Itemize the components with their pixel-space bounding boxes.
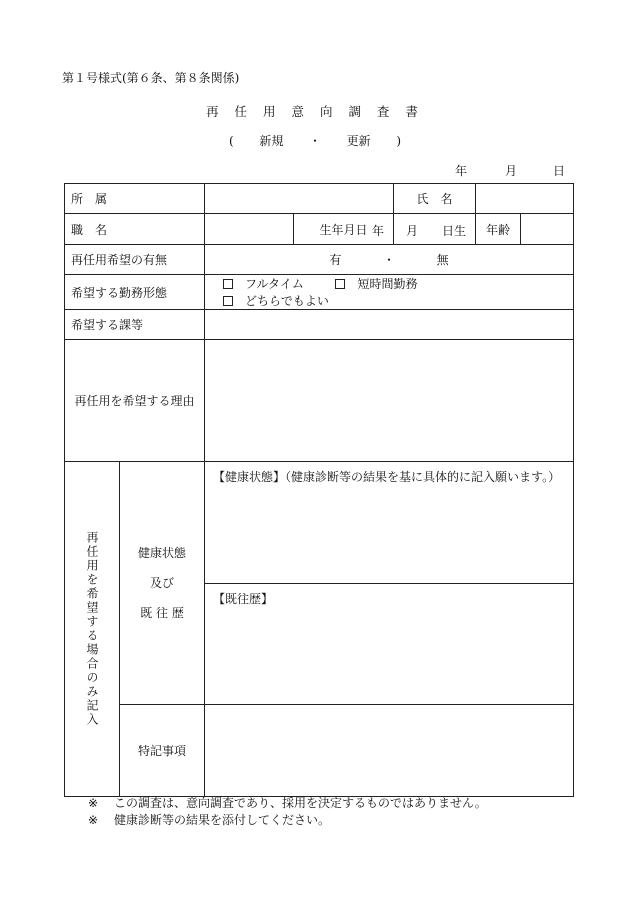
position-field[interactable] <box>205 214 294 245</box>
section-label <box>65 462 120 797</box>
birthdate-label: 生年月日 <box>294 214 394 245</box>
note-1 <box>88 794 487 811</box>
hope-no[interactable]: 無 <box>436 253 449 267</box>
hope-separator: ・ <box>383 253 396 267</box>
subtitle-separator: ・ <box>308 134 321 148</box>
subtitle-renew: 更新 <box>346 134 371 148</box>
health-field[interactable] <box>205 462 574 584</box>
form-number: 第１号様式(第６条、第８条関係) <box>62 71 240 85</box>
date-day: 日 <box>553 164 566 178</box>
position-label: 職 名 <box>65 214 205 245</box>
history-field[interactable] <box>205 584 574 705</box>
document-subtitle <box>0 132 630 149</box>
survey-table <box>64 183 574 797</box>
option-either[interactable] <box>223 292 329 309</box>
note-1-text: この調査は、意向調査であり、採用を決定するものではありません。 <box>114 796 487 810</box>
health-label-line2: 及び <box>150 576 175 590</box>
row-department <box>65 310 574 340</box>
birthdate-day: 日生 <box>442 224 467 238</box>
note-1-mark: ※ <box>88 796 99 810</box>
checkbox-either[interactable] <box>223 296 233 306</box>
option-shorttime-label: 短時間勤務 <box>357 277 418 291</box>
birthdate-field[interactable] <box>372 214 476 245</box>
subtitle-close-paren: ) <box>396 134 402 148</box>
department-label: 希望する課等 <box>65 310 205 340</box>
section-label-text: 再任用を希望する場合のみ記入 <box>85 531 99 727</box>
department-field[interactable] <box>205 310 574 340</box>
option-fulltime-label: フルタイム <box>245 277 304 291</box>
row-position <box>65 214 574 245</box>
option-either-label: どちらでもよい <box>245 294 329 308</box>
hope-yes[interactable]: 有 <box>329 253 342 267</box>
work-style-options <box>205 275 574 310</box>
affiliation-label: 所 属 <box>65 184 205 214</box>
option-fulltime[interactable] <box>223 275 304 292</box>
birthdate-year: 年 <box>372 224 385 238</box>
name-field[interactable] <box>476 184 574 214</box>
special-label: 特記事項 <box>120 705 205 797</box>
note-2-mark: ※ <box>88 813 99 827</box>
health-label-line3: 既 往 歴 <box>140 606 184 620</box>
row-special <box>65 705 574 797</box>
document-title: 再 任 用 意 向 調 査 書 <box>206 104 424 119</box>
health-history-label <box>120 462 205 705</box>
checkbox-fulltime[interactable] <box>223 279 233 289</box>
row-reemployment-hope <box>65 245 574 275</box>
row-affiliation <box>65 184 574 214</box>
affiliation-field[interactable] <box>205 184 394 214</box>
health-heading: 【健康状態】 <box>213 470 286 484</box>
date-month: 月 <box>505 164 518 178</box>
option-shorttime[interactable] <box>335 275 417 292</box>
subtitle-open-paren: ( <box>228 134 234 148</box>
age-field[interactable] <box>521 214 574 245</box>
age-label: 年齢 <box>476 214 521 245</box>
row-health <box>65 462 574 584</box>
date-year: 年 <box>455 164 468 178</box>
note-2 <box>88 811 330 828</box>
history-heading: 【既往歴】 <box>213 592 274 606</box>
reemployment-hope-choice[interactable] <box>205 245 574 275</box>
health-note: （健康診断等の結果を基に具体的に記入願います。） <box>285 470 561 484</box>
row-work-style <box>65 275 574 310</box>
health-label-line1: 健康状態 <box>138 546 187 560</box>
note-2-text: 健康診断等の結果を添付してください。 <box>114 813 331 827</box>
reason-field[interactable] <box>205 340 574 462</box>
special-field[interactable] <box>205 705 574 797</box>
reemployment-hope-label: 再任用希望の有無 <box>65 245 205 275</box>
reason-label: 再任用を希望する理由 <box>65 340 205 462</box>
subtitle-new: 新規 <box>259 134 284 148</box>
row-reason <box>65 340 574 462</box>
name-label: 氏 名 <box>394 184 476 214</box>
work-style-label: 希望する勤務形態 <box>65 275 205 310</box>
checkbox-shorttime[interactable] <box>335 279 345 289</box>
birthdate-month: 月 <box>406 224 419 238</box>
